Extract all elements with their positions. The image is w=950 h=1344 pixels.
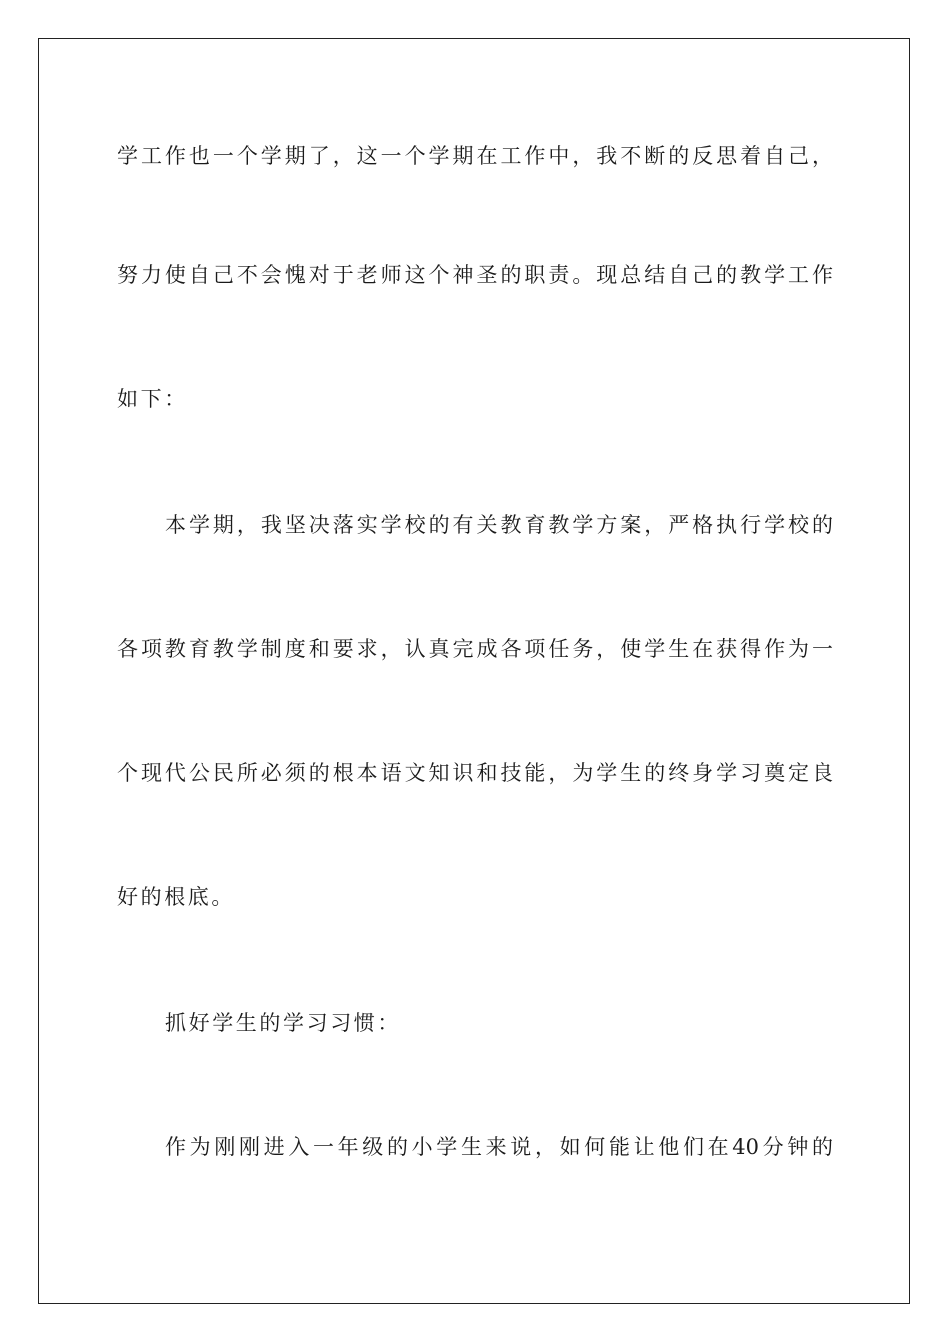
text-line: 个现代公民所必须的根本语文知识和技能，为学生的终身学习奠定良: [117, 761, 833, 785]
text-line: 作为刚刚进入一年级的小学生来说，如何能让他们在40分钟的: [165, 1135, 833, 1159]
text-line: 学工作也一个学期了，这一个学期在工作中，我不断的反思着自己，: [117, 144, 833, 168]
text-line: 本学期，我坚决落实学校的有关教育教学方案，严格执行学校的: [165, 513, 833, 537]
text-line: 各项教育教学制度和要求，认真完成各项任务，使学生在获得作为一: [117, 637, 833, 661]
text-line: 努力使自己不会愧对于老师这个神圣的职责。现总结自己的教学工作: [117, 263, 833, 287]
page-border: [38, 38, 910, 1304]
text-line: 好的根底。: [117, 885, 235, 909]
text-line: 抓好学生的学习习惯：: [165, 1011, 401, 1035]
text-line: 如下：: [117, 387, 188, 411]
